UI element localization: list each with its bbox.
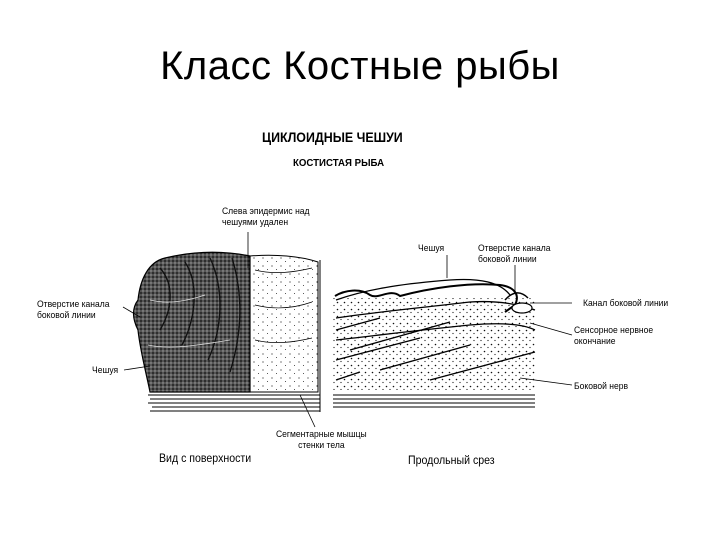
label-scale-right: Чешуя: [418, 243, 445, 254]
page-title: Класс Костные рыбы: [160, 44, 560, 88]
label-sensory-nerve-ending: Сенсорное нервное окончание: [574, 325, 654, 347]
caption-surface-view: Вид с поверхности: [159, 453, 252, 465]
label-epidermis-removed: Слева эпидермис над чешуями удален: [222, 206, 310, 228]
label-lateral-nerve: Боковой нерв: [574, 381, 629, 392]
surface-view-block: [134, 252, 321, 412]
caption-longitudinal-section: Продольный срез: [408, 455, 495, 467]
figure-subtitle: КОСТИСТАЯ РЫБА: [293, 157, 385, 169]
label-lateral-line-opening-left: Отверстие канала боковой линии: [37, 299, 110, 321]
label-segmental-muscles: Сегментарные мышцы стенки тела: [276, 429, 367, 451]
label-lateral-line-opening-right: Отверстие канала боковой линии: [478, 243, 551, 265]
longitudinal-section-block: [333, 280, 535, 407]
label-lateral-line-canal: Канал боковой линии: [583, 298, 669, 309]
label-scale-left: Чешуя: [92, 365, 119, 376]
figure-title: ЦИКЛОИДНЫЕ ЧЕШУИ: [262, 130, 403, 145]
